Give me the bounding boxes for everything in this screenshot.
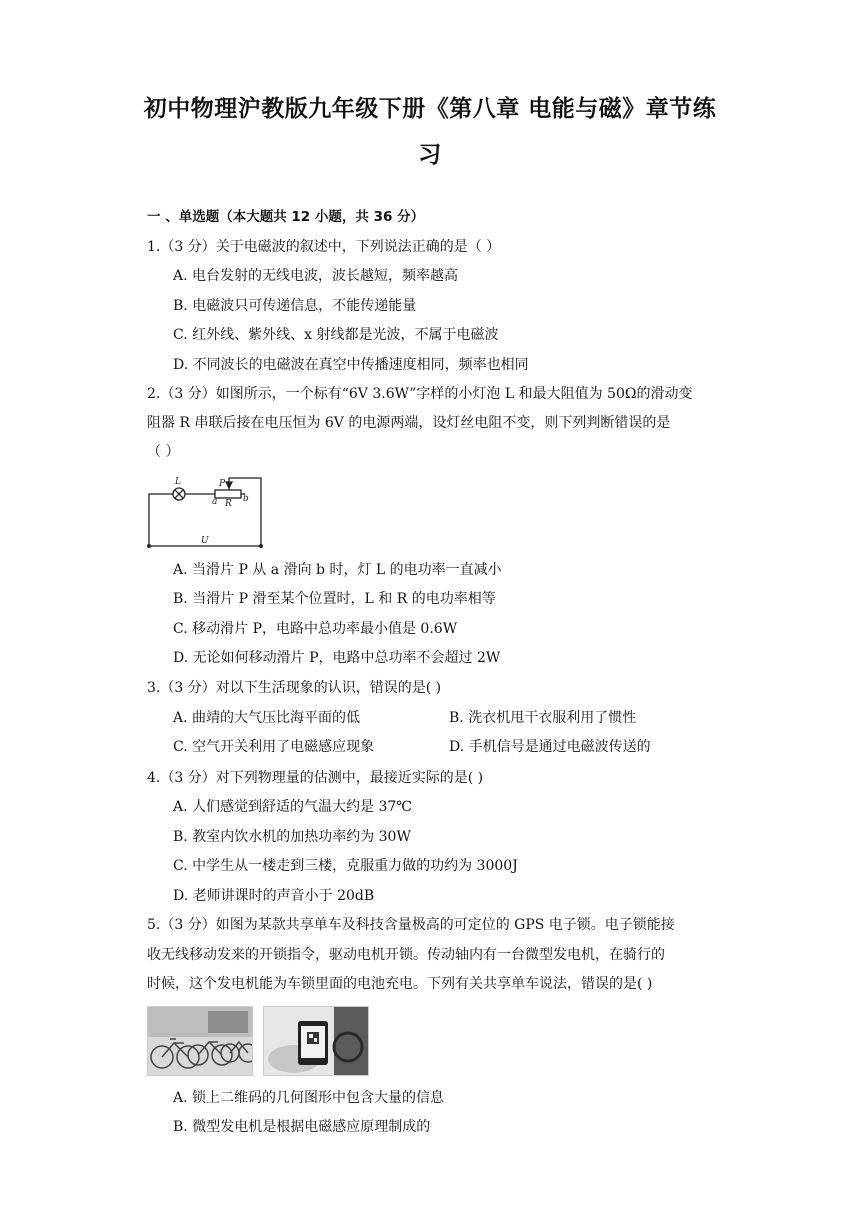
label-P: P <box>219 479 226 489</box>
q2-stem-line-3: （ ） <box>147 444 180 460</box>
terminal-right <box>259 544 263 548</box>
label-b: b <box>243 494 249 504</box>
q4-option-a: A. 人们感觉到舒适的气温大约是 37℃ <box>173 799 412 815</box>
section-header: 一 、单选题（本大题共 12 小题，共 36 分） <box>147 209 425 225</box>
label-U: U <box>201 536 209 546</box>
wire-left <box>149 494 173 546</box>
q5-stem-line-2: 收无线移动发来的开锁指令，驱动电机开锁。传动轴内有一台微型发电机，在骑行的 <box>147 947 665 963</box>
q4-stem: 4.（3 分）对下列物理量的估测中，最接近实际的是( ) <box>147 770 484 786</box>
lamp-cross <box>175 490 183 498</box>
q3-option-d: D. 手机信号是通过电磁波传送的 <box>449 739 651 755</box>
rheostat-symbol <box>215 490 241 498</box>
q2-option-d: D. 无论如何移动滑片 P，电路中总功率不会超过 2W <box>173 650 501 666</box>
slider-arrow <box>226 482 232 488</box>
title-line-1: 初中物理沪教版九年级下册《第八章 电能与磁》章节练 <box>143 96 717 122</box>
q2-option-a: A. 当滑片 P 从 a 滑向 b 时，灯 L 的电功率一直减小 <box>173 562 502 578</box>
q1-option-c: C. 红外线、紫外线、x 射线都是光波，不属于电磁波 <box>173 327 499 343</box>
q2-option-b: B. 当滑片 P 滑至某个位置时，L 和 R 的电功率相等 <box>173 591 496 607</box>
page-title <box>130 86 730 178</box>
title-line-2: 习 <box>418 142 442 168</box>
q1-stem: 1.（3 分）关于电磁波的叙述中，下列说法正确的是（ ） <box>147 239 501 255</box>
q2-stem-line-1: 2.（3 分）如图所示，一个标有“6V 3.6W”字样的小灯泡 L 和最大阻值为 50Ω的滑动变 <box>147 386 693 402</box>
shared-bike-photo <box>147 1006 253 1076</box>
q5-stem-line-3: 时候，这个发电机能为车锁里面的电池充电。下列有关共享单车说法，错误的是( ) <box>147 976 653 992</box>
q1-option-b: B. 电磁波只可传递信息，不能传递能量 <box>173 298 417 314</box>
q1-option-a: A. 电台发射的无线电波，波长越短，频率越高 <box>173 268 459 284</box>
q3-option-a: A. 曲靖的大气压比海平面的低 <box>173 710 361 726</box>
q5-option-a: A. 锁上二维码的几何图形中包含大量的信息 <box>173 1090 445 1106</box>
q3-stem: 3.（3 分）对以下生活现象的认识，错误的是( ) <box>147 680 442 696</box>
terminal-left <box>147 544 151 548</box>
gps-lock-phone-photo <box>263 1006 369 1076</box>
wire-right <box>229 478 261 546</box>
label-L: L <box>175 477 181 487</box>
q3-option-c: C. 空气开关利用了电磁感应现象 <box>173 739 375 755</box>
q5-stem-line-1: 5.（3 分）如图为某款共享单车及科技含量极高的可定位的 GPS 电子锁。电子锁能接 <box>147 917 675 933</box>
q5-option-b: B. 微型发电机是根据电磁感应原理制成的 <box>173 1119 431 1135</box>
q1-option-d: D. 不同波长的电磁波在真空中传播速度相同，频率也相同 <box>173 357 529 373</box>
label-R: R <box>225 499 232 509</box>
label-a: a <box>212 497 218 507</box>
q3-option-b: B. 洗衣机甩干衣服利用了惯性 <box>449 710 637 726</box>
q4-option-d: D. 老师讲课时的声音小于 20dB <box>173 888 375 904</box>
q4-option-b: B. 教室内饮水机的加热功率约为 30W <box>173 829 411 845</box>
q4-option-c: C. 中学生从一楼走到三楼，克服重力做的功约为 3000J <box>173 858 518 874</box>
q2-option-c: C. 移动滑片 P，电路中总功率最小值是 0.6W <box>173 621 458 637</box>
circuit-diagram <box>143 472 267 552</box>
q2-stem-line-2: 阻器 R 串联后接在电压恒为 6V 的电源两端，设灯丝电阻不变，则下列判断错误的是 <box>147 415 671 431</box>
